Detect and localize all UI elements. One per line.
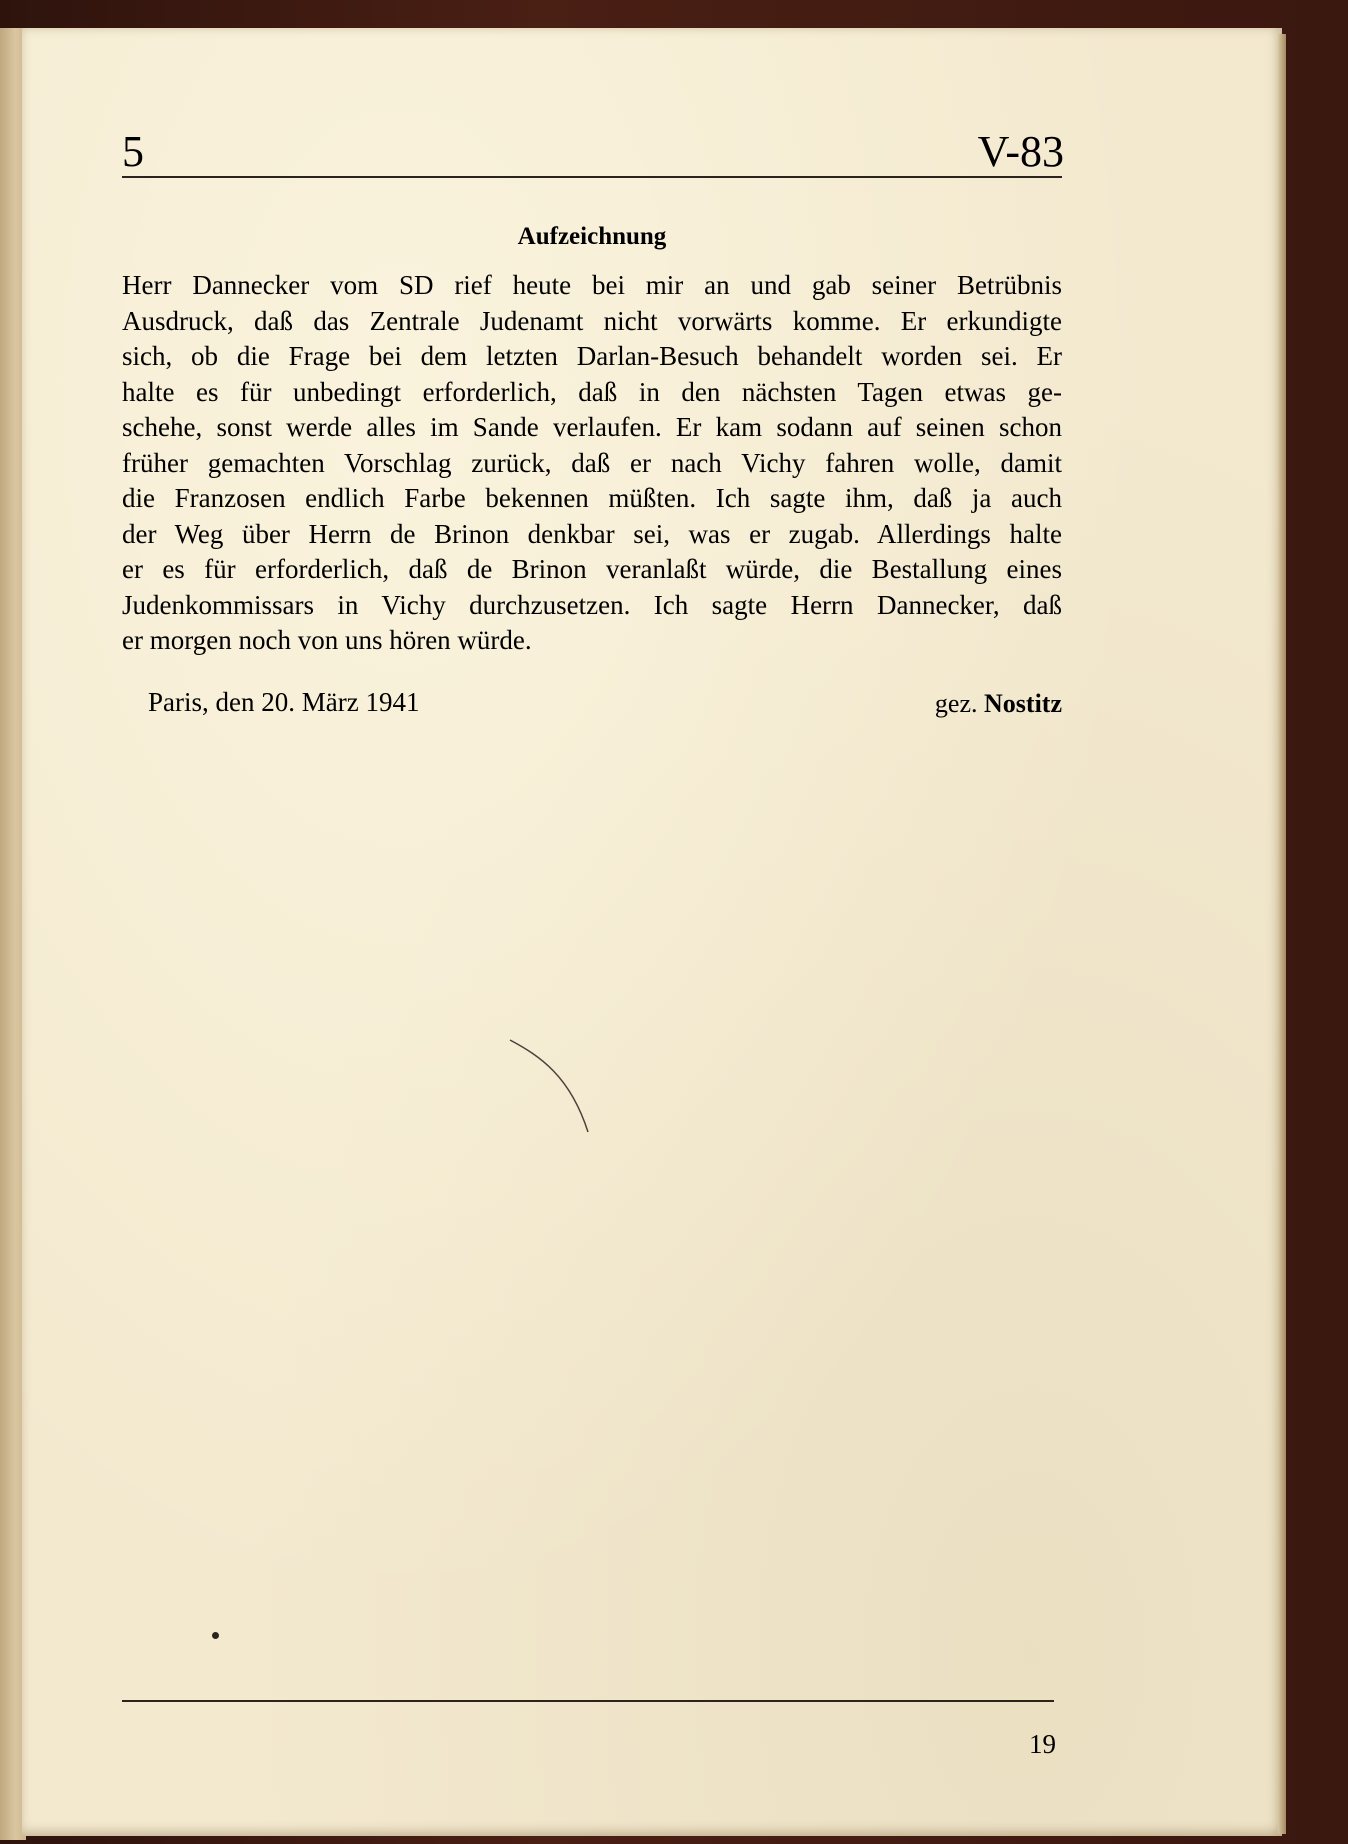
body-line: er morgen noch von uns hören würde. (122, 625, 532, 655)
section-number: 5 (122, 127, 144, 176)
page-number: 19 (1029, 1729, 1056, 1759)
body-line: Herr Dannecker vom SD rief heute bei mir an und gab seiner Betrübnis (122, 270, 1062, 300)
document-title: Aufzeichnung (517, 223, 667, 250)
body-line: sich, ob die Frage bei dem letzten Darlan-Besuch behandelt worden sei. Er (122, 341, 1062, 371)
page-edge (1278, 34, 1286, 1834)
signature-prefix: gez. (934, 689, 978, 718)
body-paragraph (122, 268, 1062, 659)
body-line: Judenkommissars in Vichy durchzusetzen. Ich sagte Herrn Dannecker, daß (122, 589, 1062, 620)
signature (800, 688, 1062, 720)
header-rule (122, 176, 1062, 178)
body-line: die Franzosen endlich Farbe bekennen müßten. Ich sagte ihm, daß ja auch (122, 483, 1062, 513)
ink-speck (212, 1632, 219, 1639)
document-code: V-83 (977, 127, 1064, 176)
body-line: schehe, sonst werde alles im Sande verlaufen. Er kam sodann auf seinen schon (122, 412, 1062, 442)
body-line: der Weg über Herrn de Brinon denkbar sei, was er zugab. Allerdings halte (122, 518, 1062, 549)
footer-rule (122, 1700, 1054, 1702)
body-line: er es für erforderlich, daß de Brinon veranlaßt würde, die Bestallung eines (122, 554, 1062, 584)
body-line: halte es für unbedingt erforderlich, daß in den nächsten Tagen etwas ge- (122, 376, 1062, 407)
body-line: früher gemachten Vorschlag zurück, daß er nach Vichy fahren wolle, damit (122, 447, 1062, 478)
signature-name: Nostitz (984, 689, 1062, 718)
pencil-mark (500, 1036, 600, 1136)
place-date: Paris, den 20. März 1941 (148, 687, 420, 717)
body-line: Ausdruck, daß das Zentrale Judenamt nicht vorwärts komme. Er erkundigte (122, 305, 1062, 336)
